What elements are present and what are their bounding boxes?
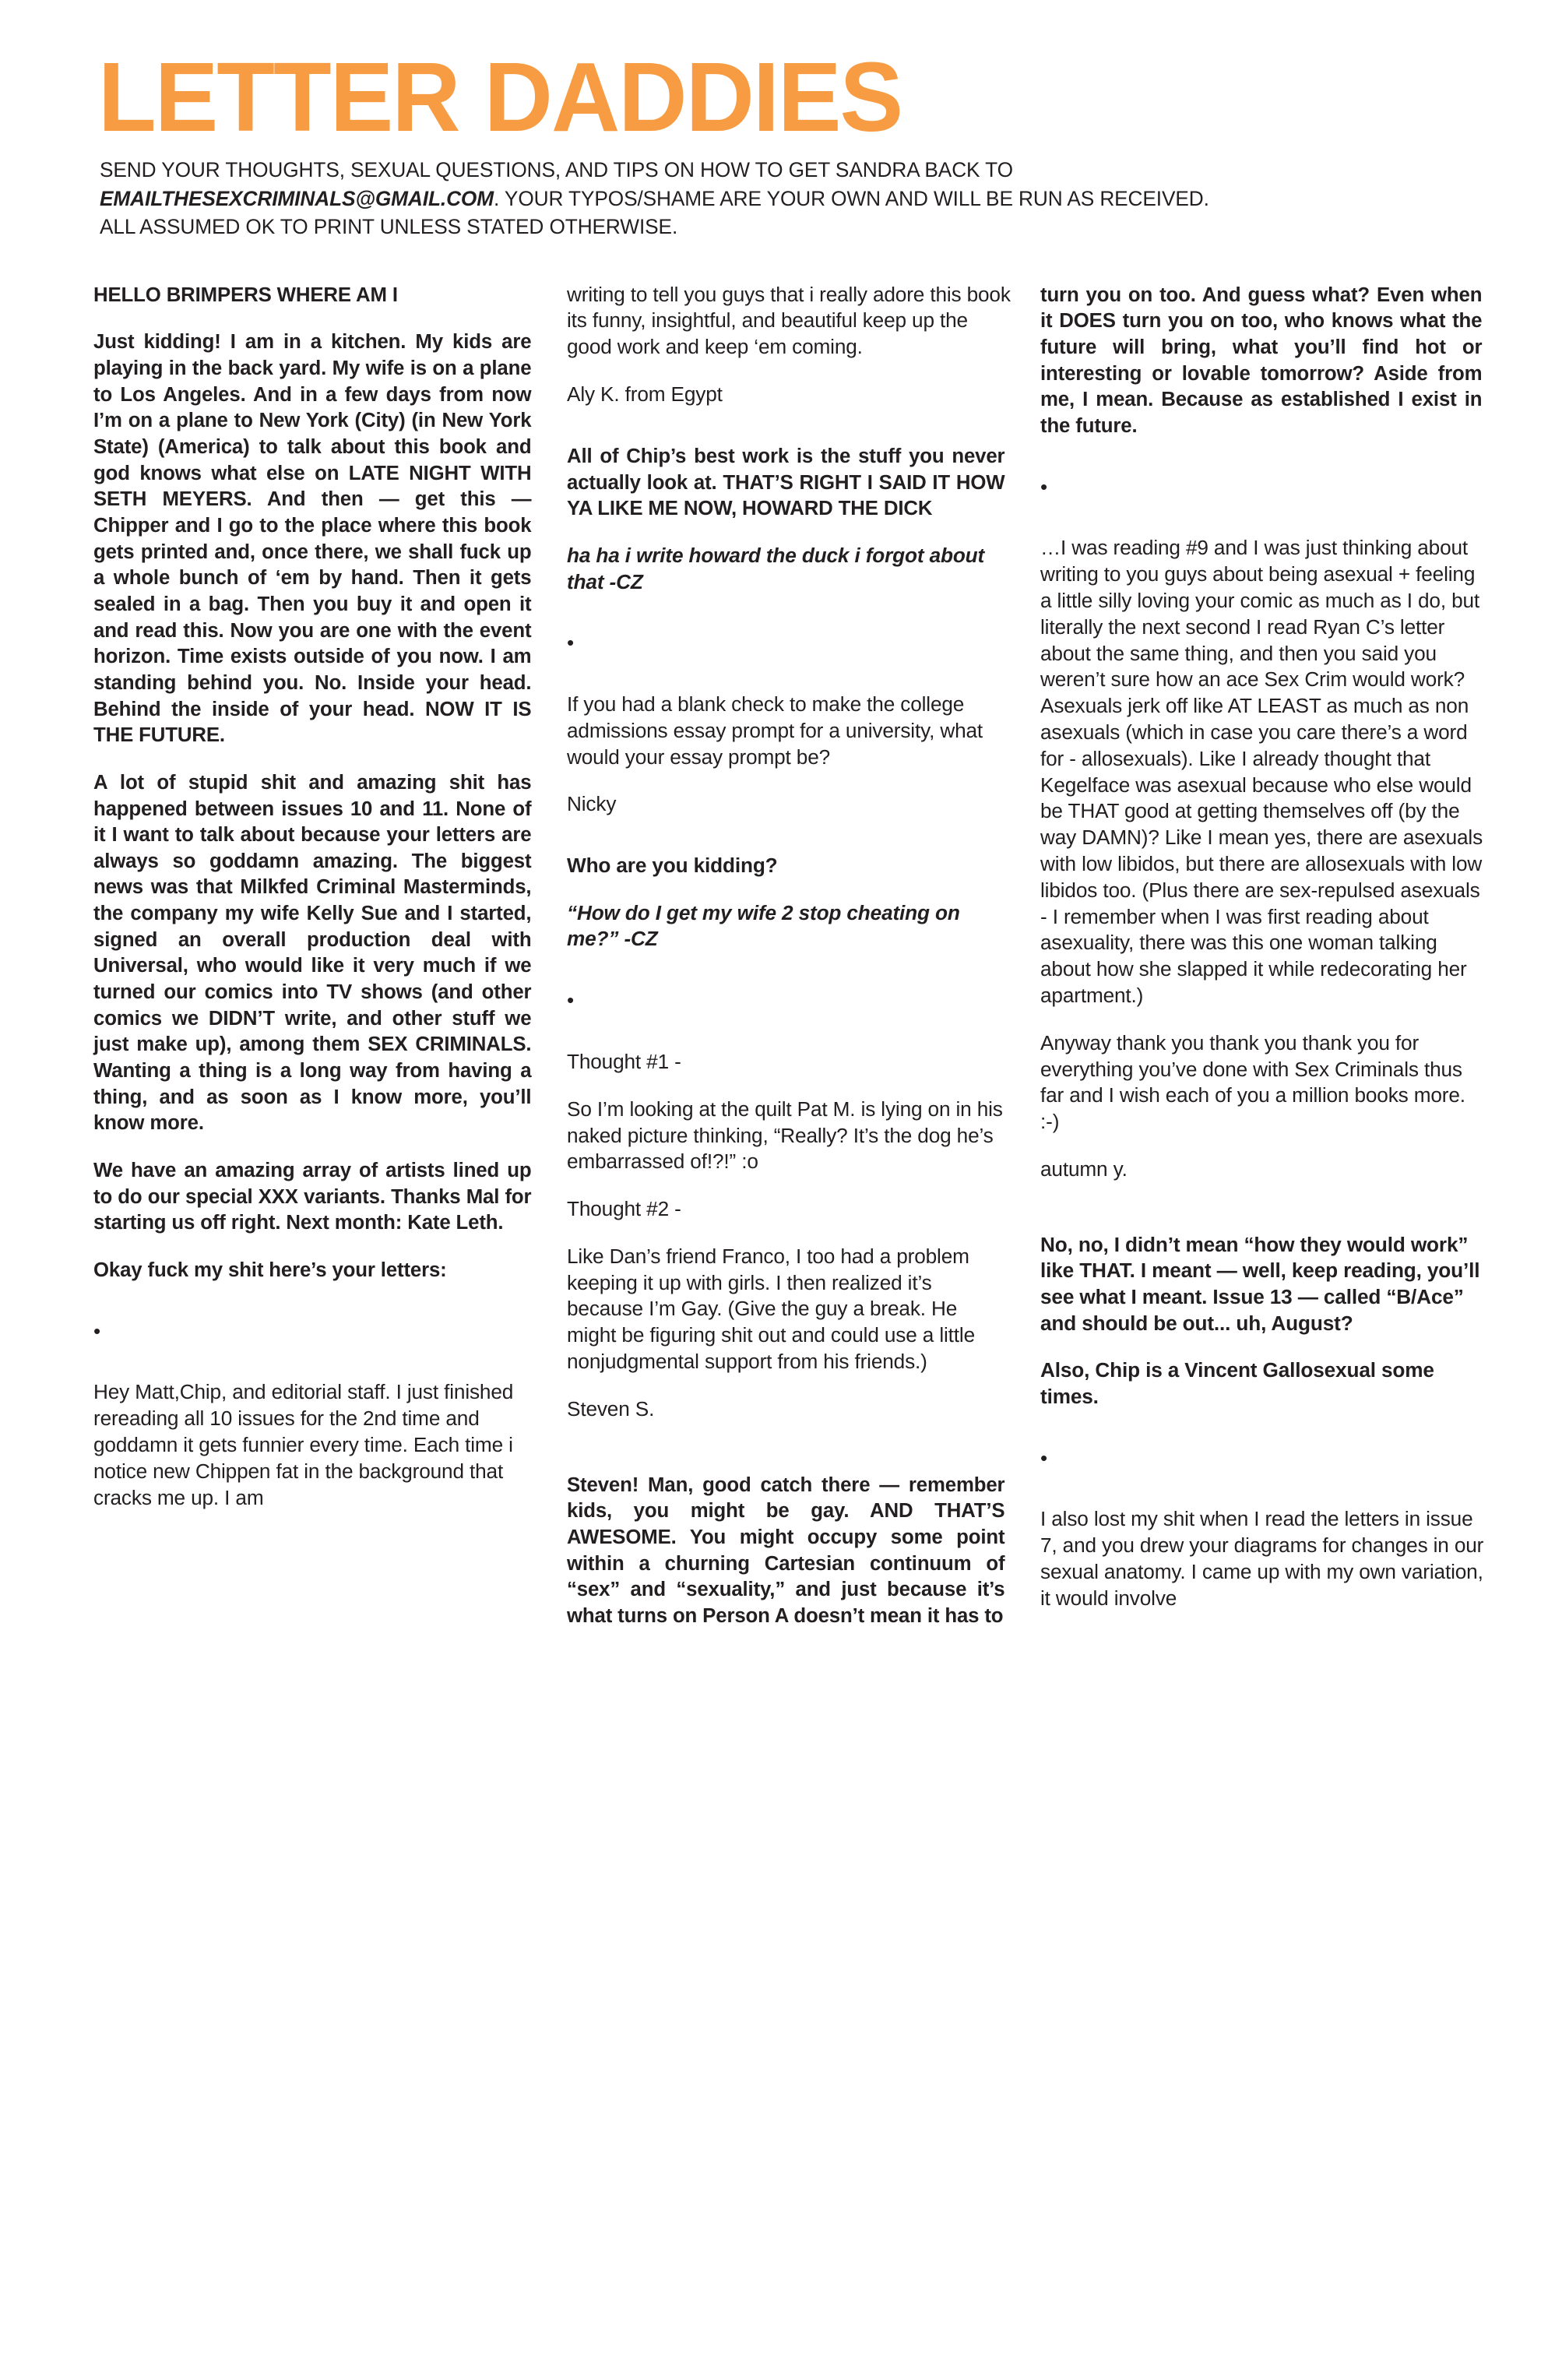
masthead [98, 42, 1455, 241]
reader-letter-paragraph: Like Dan’s friend Franco, I too had a problem keeping it up with girls. I then realized it’s because I’m Gay. (Give the guy a break. He might be figuring shit out and could use a little nonjudgmental support from his friends.) [567, 1244, 975, 1374]
paragraph-spacer [1040, 521, 1489, 535]
reader-letter-signature: autumn y. [1040, 1157, 1128, 1181]
paragraph-spacer [93, 1365, 538, 1379]
column-3 [1040, 282, 1489, 1612]
masthead-sub-line-2: . YOUR TYPOS/SHAME ARE YOUR OWN AND WILL BE RUN AS RECEIVED. [494, 186, 1209, 210]
letters-columns [93, 282, 1484, 1629]
editor-reply-paragraph: Also, Chip is a Vincent Gallosexual some times. [1040, 1358, 1434, 1409]
masthead-sub-line-1: SEND YOUR THOUGHTS, SEXUAL QUESTIONS, AND TIPS ON HOW TO GET SANDRA BACK TO [100, 158, 1013, 181]
editor-paragraph: We have an amazing array of artists lined up to do our special XXX variants. Thanks Mal for starting us off right. Next month: Kate Leth. [93, 1158, 532, 1234]
reader-letter-paragraph: Hey Matt,Chip, and editorial staff. I just finished rereading all 10 issues for the 2nd time and goddamn it gets funnier every time. Each time i notice new Chippen fat in the background that cracks me up. I am [93, 1380, 514, 1509]
editor-reply-paragraph: All of Chip’s best work is the stuff you never actually look at. THAT’S RIGHT I SAID IT HOW YA LIKE ME NOW, HOWARD THE DICK [567, 443, 1005, 520]
editor-reply-paragraph: Who are you kidding? [567, 854, 778, 878]
reader-letter-signature: Nicky [567, 792, 617, 816]
paragraph-spacer [567, 429, 1011, 443]
reader-letter-paragraph: …I was reading #9 and I was just thinking about writing to you guys about being asexual + feeling a little silly loving your comic as much as I do, but literally the next second I read Ryan C’s letter about the same thing, and then you said you weren’t sure how an ace Sex Crim would work? Asexuals jerk off like AT LEAST as much as non asexuals (which in case you care there’s a word for - allosexuals). Like I already thought that Kegelface was asexual because who else would be THAT good at getting themselves off (by the way DAMN)? Like I mean yes, there are asexuals with low libidos, but there are allosexuals with low libidos too. (Plus there are sex-repulsed asexuals - I remember when I was first reading about asexuality, there was this one woman talking about how she slapped it while redecorating her apartment.) [1040, 536, 1483, 1007]
paragraph-spacer [567, 973, 1011, 988]
submission-email-address: EMAILTHESEXCRIMINALS@GMAIL.COM [100, 186, 494, 210]
reader-letter-paragraph: Anyway thank you thank you thank you for everything you’ve done with Sex Criminals thus far and I wish each of you a million books more. :-) [1040, 1030, 1465, 1134]
reader-letter-paragraph: If you had a blank check to make the college admissions essay prompt for a university, what would your essay prompt be? [567, 692, 983, 769]
reader-letter-paragraph: Thought #2 - [567, 1197, 681, 1221]
reader-letter-paragraph: writing to tell you guys that i really adore this book its funny, insightful, and beautiful keep up the good work and keep ‘em coming. [567, 282, 1011, 359]
reader-letter-signature: Aly K. from Egypt [567, 382, 723, 407]
editor-paragraph: Okay fuck my shit here’s your letters: [93, 1258, 447, 1281]
paragraph-spacer [1040, 1492, 1489, 1506]
letter-separator-bullet: • [93, 1319, 101, 1343]
reader-letter-paragraph: So I’m looking at the quilt Pat M. is lying on in his naked picture thinking, “Really? It’s the dog he’s embarrassed of!?!” :o [567, 1097, 1003, 1174]
paragraph-spacer [567, 616, 1011, 630]
editor-paragraph: A lot of stupid shit and amazing shit has happened between issues 10 and 11. None of it I want to talk about because your letters are always so goddamn amazing. The biggest news was that Milkfed Criminal Masterminds, the company my wife Kelly Sue and I started, signed an overall production deal with Universal, who would like it very much if we turned our comics into TV shows (and other comics we DIDN’T write, and other stuff we just make up), among them SEX CRIMINALS. Wanting a thing is a long way from having a thing, and as soon as I know more, you’ll know more. [93, 769, 532, 1135]
column-2 [567, 282, 1011, 1629]
paragraph-spacer [567, 1444, 1011, 1472]
letter-separator-bullet: • [567, 631, 575, 655]
reader-letter-signature: Steven S. [567, 1396, 655, 1421]
masthead-sub-line-3: ALL ASSUMED OK TO PRINT UNLESS STATED OTHERWISE. [100, 215, 678, 239]
paragraph-spacer [567, 678, 1011, 692]
editor-reply-paragraph: turn you on too. And guess what? Even when it DOES turn you on too, who knows what the future will bring, what you’ll find hot or interesting or lovable tomorrow? Aside from me, I mean. Because as established I exist in the future. [1040, 282, 1483, 437]
editor-reply-paragraph: No, no, I didn’t mean “how they would work” like THAT. I meant — well, keep reading, you’ll see what I meant. Issue 13 — called “B/Ace” and should be out... uh, August? [1040, 1232, 1480, 1335]
column-1 [93, 282, 538, 1512]
reader-letter-paragraph: I also lost my shit when I read the letters in issue 7, and you drew your diagrams for changes in our sexual anatomy. I came up with my own variation, it would involve [1040, 1507, 1484, 1610]
letter-separator-bullet: • [1040, 474, 1048, 498]
page-title: LETTER DADDIES [98, 42, 902, 152]
paragraph-spacer [1040, 1204, 1489, 1232]
paragraph-spacer [1040, 1431, 1489, 1445]
editor-reply-italic: ha ha i write howard the duck i forgot about that -CZ [567, 543, 985, 593]
paragraph-spacer [1040, 460, 1489, 474]
editor-reply-italic: “How do I get my wife 2 stop cheating on me?” -CZ [567, 900, 960, 951]
reader-letter-paragraph: Thought #1 - [567, 1049, 681, 1073]
letter-separator-bullet: • [1040, 1445, 1048, 1470]
editor-greeting-heading: HELLO BRIMPERS WHERE AM I [93, 282, 398, 306]
editor-reply-paragraph: Steven! Man, good catch there — remember kids, you might be gay. AND THAT’S AWESOME. You might occupy some point within a churning Cartesian continuum of “sex” and “sexuality,” and just because it’s what turns on Person A doesn’t mean it has to [567, 1472, 1005, 1627]
editor-paragraph: Just kidding! I am in a kitchen. My kids are playing in the back yard. My wife is on a plane to Los Angeles. And in a few days from now I’m on a plane to New York (City) (in New York State) (America) to talk about this book and god knows what else on LATE NIGHT WITH SETH MEYERS. And then — get this — Chipper and I go to the place where this book gets printed and, once there, we shall fuck up a whole bunch of ‘em by hand. Then it gets sealed in a bag. Then you buy it and open it and read this. Now you are one with the event horizon. Time exists outside of you now. I am standing behind you. No. Inside your head. Behind the inside of your head. NOW IT IS THE FUTURE. [93, 329, 532, 747]
paragraph-spacer [567, 839, 1011, 853]
masthead-subtitle [100, 156, 1441, 241]
letter-separator-bullet: • [567, 988, 575, 1012]
paragraph-spacer [567, 1035, 1011, 1049]
paragraph-spacer [93, 1304, 538, 1319]
